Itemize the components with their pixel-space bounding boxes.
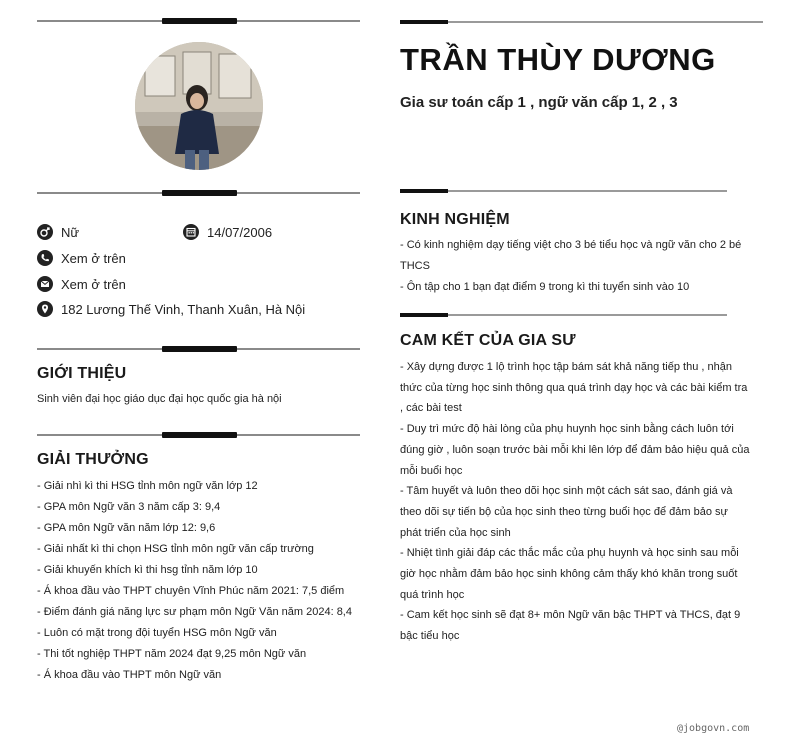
address-value: 182 Lương Thế Vinh, Thanh Xuân, Hà Nội [61,301,306,317]
list-item: mỗi buổi học [400,464,463,477]
left-divider-4 [37,434,360,436]
email-value: Xem ở trên [61,276,126,292]
list-item: phát triển của học sinh [400,526,511,539]
list-item: - Á khoa đầu vào THPT môn Ngữ văn [37,669,222,681]
right-divider-2 [400,190,727,192]
awards-list [37,476,367,686]
right-divider-top [400,21,763,23]
list-item: - Duy trì mức độ hài lòng của phụ huynh học sinh bằng cách luôn tới [400,423,734,436]
gender-value: Nữ [61,224,80,240]
list-item: - Thi tốt nghiệp THPT năm 2024 đạt 9,25 môn Ngữ văn [37,648,307,660]
list-item: THCS [400,260,430,272]
left-divider-3 [37,348,360,350]
list-item: quá trình học [400,588,465,601]
experience-list [400,235,770,298]
list-item: - Luôn có mặt trong đội tuyển HSG môn Ngữ văn [37,627,277,639]
list-item: - Tâm huyết và luôn theo dõi học sinh một cách sát sao, đánh giá và [400,485,733,498]
list-item: giờ học nhằm đảm bảo học sinh không cảm thấy khó khăn trong suốt [400,568,738,581]
phone-row [37,248,126,268]
right-divider-3 [400,314,727,316]
address-row [37,299,305,319]
list-item: đúng giờ , luôn soạn trước bài mỗi khi lên lớp để đảm bảo hiệu quả của [400,443,750,456]
email-row [37,274,126,294]
list-item: - Á khoa đầu vào THPT chuyên Vĩnh Phúc năm 2021: 7,5 điểm [37,585,345,597]
gender-icon [37,224,53,240]
list-item: - Nhiệt tình giải đáp các thắc mắc của phụ huynh và học sinh sau mỗi [400,547,739,560]
left-divider-2 [37,192,360,194]
list-item: - Giải nhất kì thi chọn HSG tỉnh môn ngữ văn cấp trường [37,543,314,555]
phone-icon [37,250,53,266]
awards-title: GIẢI THƯỞNG [37,451,149,468]
candidate-name: TRẦN THÙY DƯƠNG [400,42,716,77]
phone-value: Xem ở trên [61,250,126,266]
commitment-list [400,357,770,647]
list-item: - Giải nhì kì thi HSG tỉnh môn ngữ văn lớp 12 [37,480,258,492]
birthdate-row [183,222,272,242]
list-item: - Xây dựng được 1 lộ trình học tập bám sát khả năng tiếp thu , nhận [400,361,732,373]
list-item: - GPA môn Ngữ văn 3 năm cấp 3: 9,4 [37,501,221,513]
list-item: , các bài test [400,402,462,415]
watermark: @jobgovn.com [677,723,750,734]
list-item: - GPA môn Ngữ văn năm lớp 12: 9,6 [37,522,216,534]
commitment-title: CAM KẾT CỦA GIA SƯ [400,332,576,349]
birthdate-value: 14/07/2006 [207,224,273,240]
list-item: thức của từng học sinh thông qua quá trình dạy học và các bài kiểm tra [400,381,748,394]
avatar [135,42,263,170]
list-item: - Cam kết học sinh sẽ đạt 8+ môn Ngữ văn bậc THPT và THCS, đạt 9 [400,609,741,622]
list-item: - Giải khuyến khích kì thi hsg tỉnh năm lớp 10 [37,564,258,576]
list-item: - Có kinh nghiệm dạy tiếng việt cho 3 bé tiểu học và ngữ văn cho 2 bé [400,239,742,251]
list-item: - Ôn tập cho 1 bạn đạt điểm 9 trong kì thi tuyển sinh vào 10 [400,281,690,293]
list-item: - Điểm đánh giá năng lực sư phạm môn Ngữ Văn năm 2024: 8,4 [37,606,352,618]
location-pin-icon [37,301,53,317]
left-divider-top [37,20,360,22]
intro-title: GIỚI THIỆU [37,365,127,382]
intro-text: Sinh viên đại học giáo dục đại học quốc gia hà nội [37,393,282,405]
experience-title: KINH NGHIỆM [400,211,510,228]
list-item: theo dõi sự tiến bộ của học sinh theo từng buổi học để đảm bảo sự [400,505,728,518]
avatar-photo [135,42,263,170]
calendar-icon [183,224,199,240]
candidate-subtitle: Gia sư toán cấp 1 , ngữ văn cấp 1, 2 , 3 [400,94,678,111]
list-item: bậc tiểu học [400,630,460,643]
email-icon [37,276,53,292]
gender-row [37,222,79,242]
